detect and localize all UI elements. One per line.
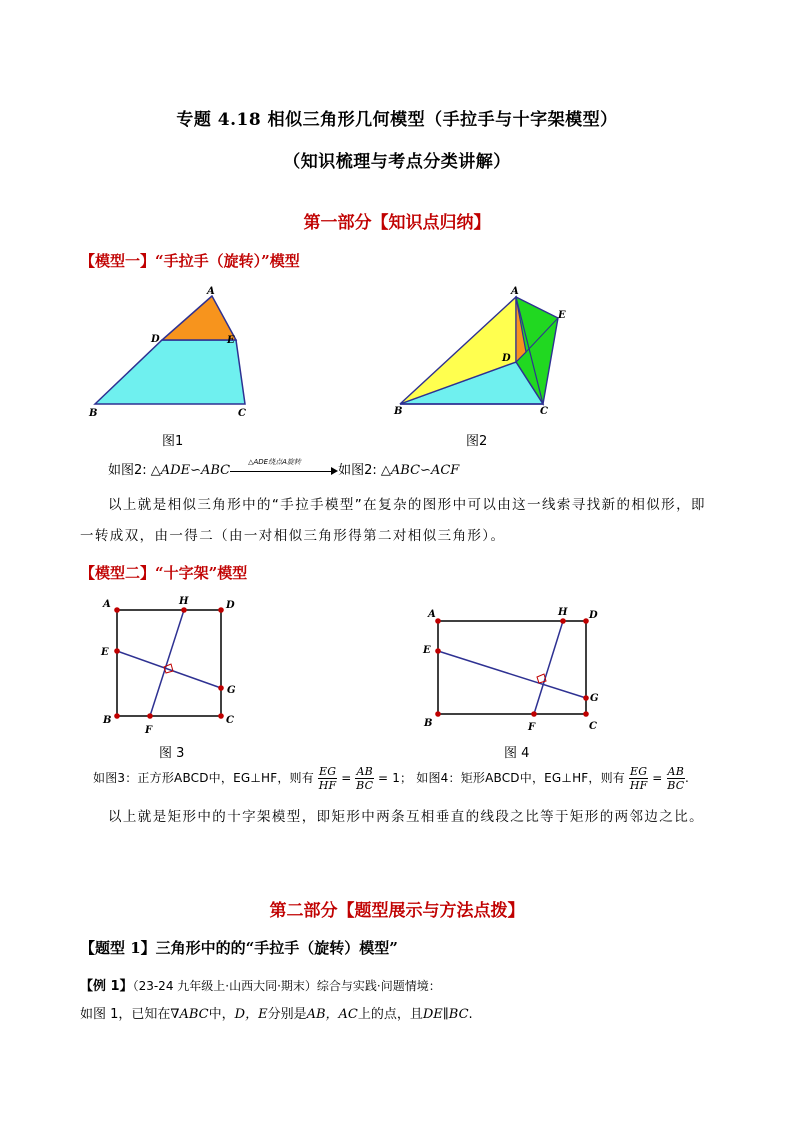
fig3-caption: 图 3 <box>159 746 185 761</box>
segment-HF <box>150 610 184 716</box>
fig4-caption: 图 4 <box>504 746 530 761</box>
formula-left: △ADE∽ABC <box>150 463 231 478</box>
label-C: C <box>540 406 548 417</box>
part1-heading: 第一部分【知识点归纳】 <box>303 213 491 233</box>
arrow-label: △ADE绕点A旋转 <box>248 457 301 466</box>
label-C: C <box>238 408 246 419</box>
label-C: C <box>226 715 234 726</box>
fraction-AB-BC-2: $\frac{AB}{BC}$ <box>667 765 685 792</box>
label-G: G <box>227 685 236 696</box>
fraction-AB-BC: $\frac{AB}{BC}$ <box>356 765 374 792</box>
label-H: H <box>179 596 189 607</box>
doc-subtitle: （知识梳理与考点分类讲解） <box>283 152 511 172</box>
rectangle-ABCD <box>438 621 586 714</box>
label-H: H <box>558 607 568 618</box>
label-D: D <box>589 610 598 621</box>
figure-1 <box>85 283 255 423</box>
figure-4 <box>418 597 608 742</box>
part2-heading: 第二部分【题型展示与方法点拨】 <box>269 901 525 921</box>
segment-EG <box>438 651 586 698</box>
label-B: B <box>103 715 112 726</box>
fig1-caption: 图1 <box>162 434 184 449</box>
triangle-ADE <box>162 296 236 340</box>
model1-explanation: 以上就是相似三角形中的“手拉手模型”在复杂的图形中可以由这一线索寻找新的相似形，即一转成双，由一得二（由一对相似三角形得第二对相似三角形）。 <box>80 497 706 544</box>
label-E: E <box>423 645 431 656</box>
label-E: E <box>558 310 566 321</box>
label-E: E <box>101 647 109 658</box>
label-E: E <box>227 335 235 346</box>
label-C: C <box>589 721 597 732</box>
doc-title: 专题 4.18 相似三角形几何模型（手拉手与十字架模型） <box>176 110 618 130</box>
formula-right: △ABC∽ACF <box>380 463 460 478</box>
model1-formula: 如图2: △ADE∽ABC △ADE绕点A旋转 如图2: △ABC∽ACF <box>108 457 460 478</box>
model2-heading: 【模型二】“十字架”模型 <box>80 564 248 582</box>
example1-line1: 【例 1】（23-24 九年级上·山西大同·期末）综合与实践·问题情境： <box>80 979 441 994</box>
figure-3 <box>95 592 255 740</box>
fraction-EG-HF-2: $\frac{EG}{HF}$ <box>629 765 648 792</box>
label-A: A <box>207 286 215 297</box>
label-B: B <box>424 718 433 729</box>
trapezoid-DBCE <box>95 340 245 404</box>
label-B: B <box>89 408 98 419</box>
segment-HF <box>534 621 563 714</box>
model1-heading: 【模型一】“手拉手（旋转）”模型 <box>80 252 300 270</box>
label-A: A <box>103 599 111 610</box>
rotation-arrow <box>230 457 338 478</box>
label-F: F <box>145 725 153 736</box>
label-A: A <box>511 286 519 297</box>
label-D: D <box>151 334 160 345</box>
label-A: A <box>428 609 436 620</box>
example-tag: 【例 1】 <box>80 979 133 994</box>
fig2-caption: 图2 <box>466 434 488 449</box>
example1-line2: 如图 1，已知在∇ABC中，D，E分别是AB，AC上的点，且DE∥BC. <box>80 1007 473 1022</box>
label-F: F <box>528 722 536 733</box>
label-D: D <box>502 353 511 364</box>
fraction-EG-HF: $\frac{EG}{HF}$ <box>318 765 337 792</box>
figure-2 <box>390 283 580 423</box>
square-ABCD <box>117 610 221 716</box>
label-G: G <box>590 693 599 704</box>
model2-statement: 如图3：正方形ABCD中，EG⊥HF，则有 $\frac{EG}{HF}$ = $\frac{AB}{BC}$ = 1； 如图4：矩形ABCD中，EG⊥HF，则有 $\frac{EG}{HF}$ = $\frac{AB}{BC}$ . <box>93 765 689 792</box>
example-source: （23-24 九年级上·山西大同·期末） <box>132 979 317 993</box>
model2-explanation: 以上就是矩形中的十字架模型，即矩形中两条互相垂直的线段之比等于矩形的两邻边之比。 <box>108 809 704 825</box>
label-D: D <box>226 600 235 611</box>
label-B: B <box>394 406 403 417</box>
type1-heading: 【题型 1】三角形中的的“手拉手（旋转）模型” <box>80 939 398 957</box>
